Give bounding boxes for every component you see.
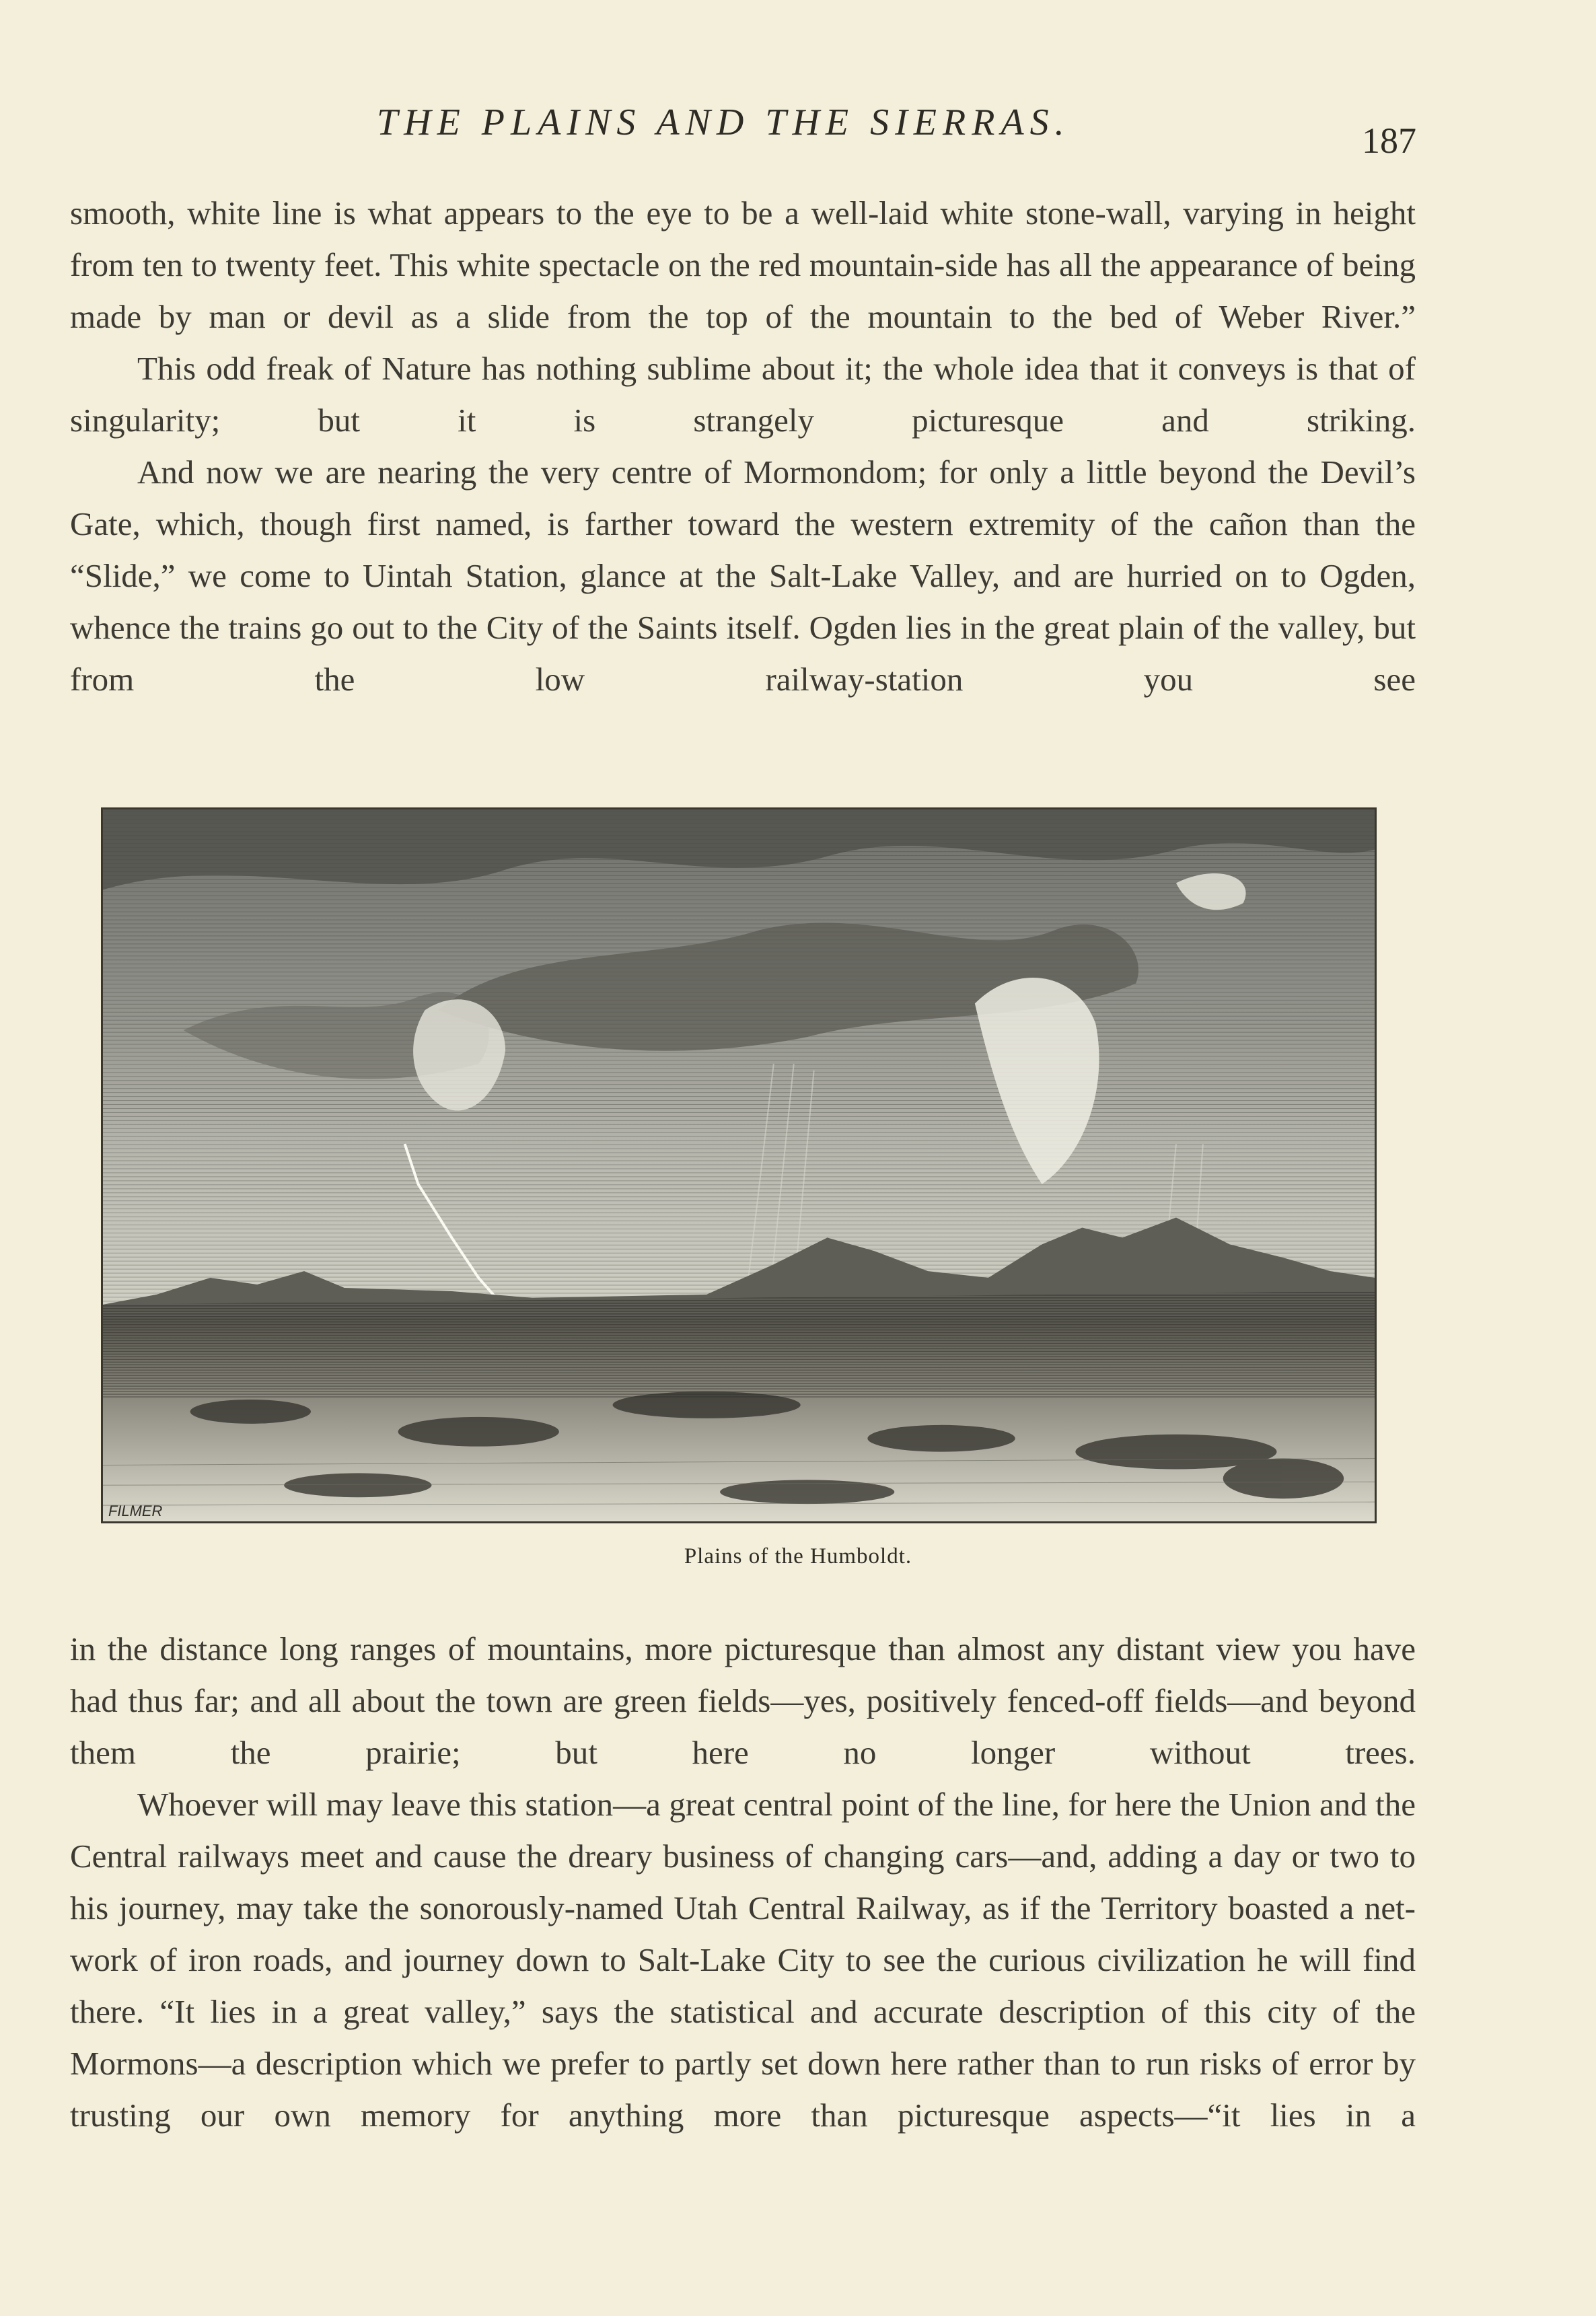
page-header — [0, 101, 1596, 161]
paragraph: And now we are nearing the very centre of Mormondom; for only a little beyond the Devil’s Gate, which, though first named, is farther toward the western extremity of the cañon than the “Slide,” we come to Uintah Station, glance at the Salt-Lake Valley, and are hurried on to Ogden, whence the trains go out to the City of the Saints itself. Ogden lies in the great plain of the valley, but from the low railway-station you see — [70, 454, 1416, 698]
body-text-top — [70, 187, 1416, 705]
engraving-plains-of-humboldt — [101, 807, 1377, 1523]
paragraph: smooth, white line is what appears to the eye to be a well-laid white stone-wall, varying in height from ten to twenty feet. This white spectacle on the red mountain-side has all the appearance of being made by man or devil as a slide from the top of the mountain to the bed of Weber River.” — [70, 194, 1416, 335]
page-number: 187 — [1362, 120, 1416, 161]
paragraph: in the distance long ranges of mountains, more picturesque than almost any distant view you have had thus far; and all about the town are green fields—yes, positively fenced-off fields—and beyond them the prairie; but here no longer without trees. — [70, 1630, 1416, 1771]
engraver-signature: FILMER — [108, 1503, 163, 1520]
paragraph: This odd freak of Nature has nothing sublime about it; the whole idea that it conveys is that of singularity; but it is strangely picturesque and striking. — [70, 350, 1416, 439]
figure-caption: Plains of the Humboldt. — [684, 1544, 912, 1568]
body-text-bottom — [70, 1623, 1416, 2141]
engraving-illustration — [103, 809, 1375, 1521]
running-title: THE PLAINS AND THE SIERRAS. — [377, 102, 1071, 143]
paragraph: Whoever will may leave this station—a great central point of the line, for here the Union and the Central railways meet and cause the dreary business of changing cars—and, adding a day or two to his journey, may take the sonorously-named Utah Central Railway, as if the Territory boasted a net-work of iron roads, and journey down to Salt-Lake City to see the curious civilization he will find there. “It lies in a great valley,” says the statistical and accurate description of this city of the Mormons—a description which we prefer to partly set down here rather than to run risks of error by trusting our own memory for anything more than picturesque aspects—“it lies in a — [70, 1786, 1416, 2134]
